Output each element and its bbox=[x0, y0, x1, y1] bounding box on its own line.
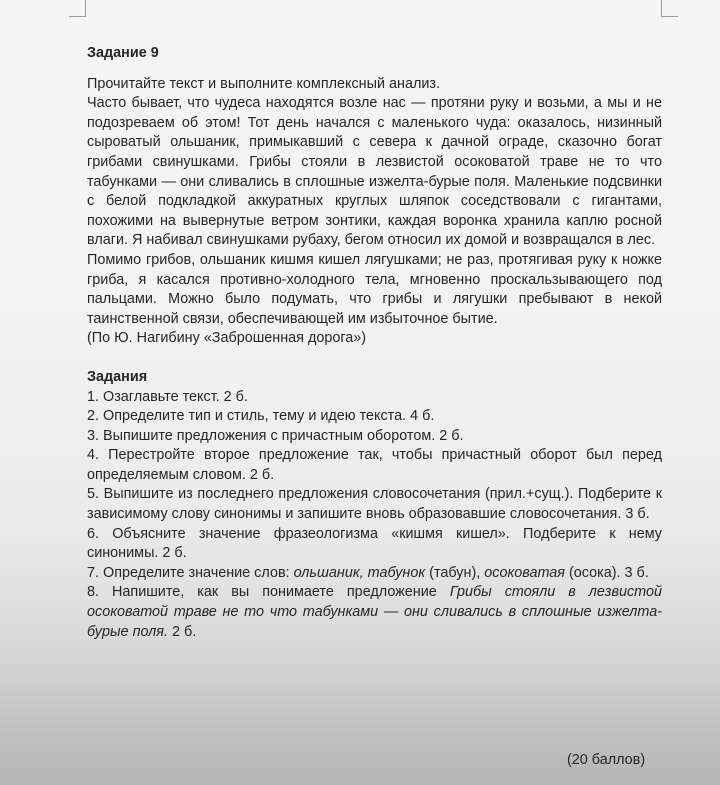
source-citation: (По Ю. Нагибину «Заброшенная дорога») bbox=[87, 330, 367, 347]
task-8-suffix: 2 б. bbox=[167, 623, 197, 640]
task-7-words-1: ольшаник, табунок bbox=[293, 564, 426, 581]
task-item-2: 2. Определите тип и стиль, тему и идею текста. 4 б. bbox=[87, 408, 435, 425]
task-7-prefix: 7. Определите значение слов: bbox=[87, 564, 294, 581]
text-paragraph-1: Часто бывает, что чудеса находятся возле нас — протяни руку и возьми, а мы и не подозреваем об этом! Тот день начался с маленького чуда: оказалось, низинный сыроватый ольшаник, примыкавший с севера к дачной ограде, сказочно богат грибами свинушками. Грибы стояли в лезвистой осоковатой траве не то что табунками — они сливались в сплошные изжелта-бурые поля. Маленькие подсвинки с белой подкладкой аккуратных круглых шляпок соседствовали с гигантами, похожими на вывернутые ветром зонтики, каждая воронка хранила каплю росной влаги. Я набивал свинушками рубаху, бегом относил их домой и возвращался в лес. bbox=[87, 95, 662, 249]
instruction-text: Прочитайте текст и выполните комплексный анализ. bbox=[87, 75, 440, 92]
task-item-8 bbox=[87, 583, 662, 642]
text-paragraph-2: Помимо грибов, ольшаник кишмя кишел лягушками; не раз, протягивая руку к ножке гриба, я касался противно-холодного тела, мгновенно проскальзывающего под пальцами. Можно было подумать, что грибы и лягушки пребывают в некой таинственной связи, обеспечивающей им избыточное бытие. bbox=[87, 251, 662, 327]
task-item-5: 5. Выпишите из последнего предложения словосочетания (прил.+сущ.). Подберите к зависимому слову синонимы и запишите вновь образовавшие словосочетания. 3 б. bbox=[87, 486, 662, 523]
task-7-suffix: (осока). 3 б. bbox=[564, 564, 649, 581]
task-item-7 bbox=[87, 564, 662, 584]
task-7-mid: (табун), bbox=[425, 564, 485, 581]
task-item-4: 4. Перестройте второе предложение так, чтобы причастный оборот был перед определяемым словом. 2 б. bbox=[87, 447, 662, 483]
task-8-prefix: 8. Напишите, как вы понимаете предложение bbox=[87, 584, 450, 601]
task-8-quote: Грибы стояли в лезвистой осоковатой траве не то что табунками — они сливались в сплошные изжелта-бурые поля. bbox=[87, 584, 662, 640]
tasks-heading: Задания bbox=[87, 368, 148, 385]
task-7-words-2: осоковатая bbox=[484, 564, 565, 581]
page-corner-mark-right bbox=[661, 0, 678, 17]
page-corner-mark-left bbox=[69, 0, 86, 17]
total-score: (20 баллов) bbox=[567, 752, 646, 768]
assignment-title: Задание 9 bbox=[87, 45, 159, 61]
task-item-6: 6. Объясните значение фразеологизма «кишмя кишел». Подберите к нему синонимы. 2 б. bbox=[87, 525, 662, 562]
document-content bbox=[87, 44, 662, 642]
task-item-3: 3. Выпишите предложения с причастным оборотом. 2 б. bbox=[87, 427, 464, 444]
task-item-1: 1. Озаглавьте текст. 2 б. bbox=[87, 388, 248, 405]
